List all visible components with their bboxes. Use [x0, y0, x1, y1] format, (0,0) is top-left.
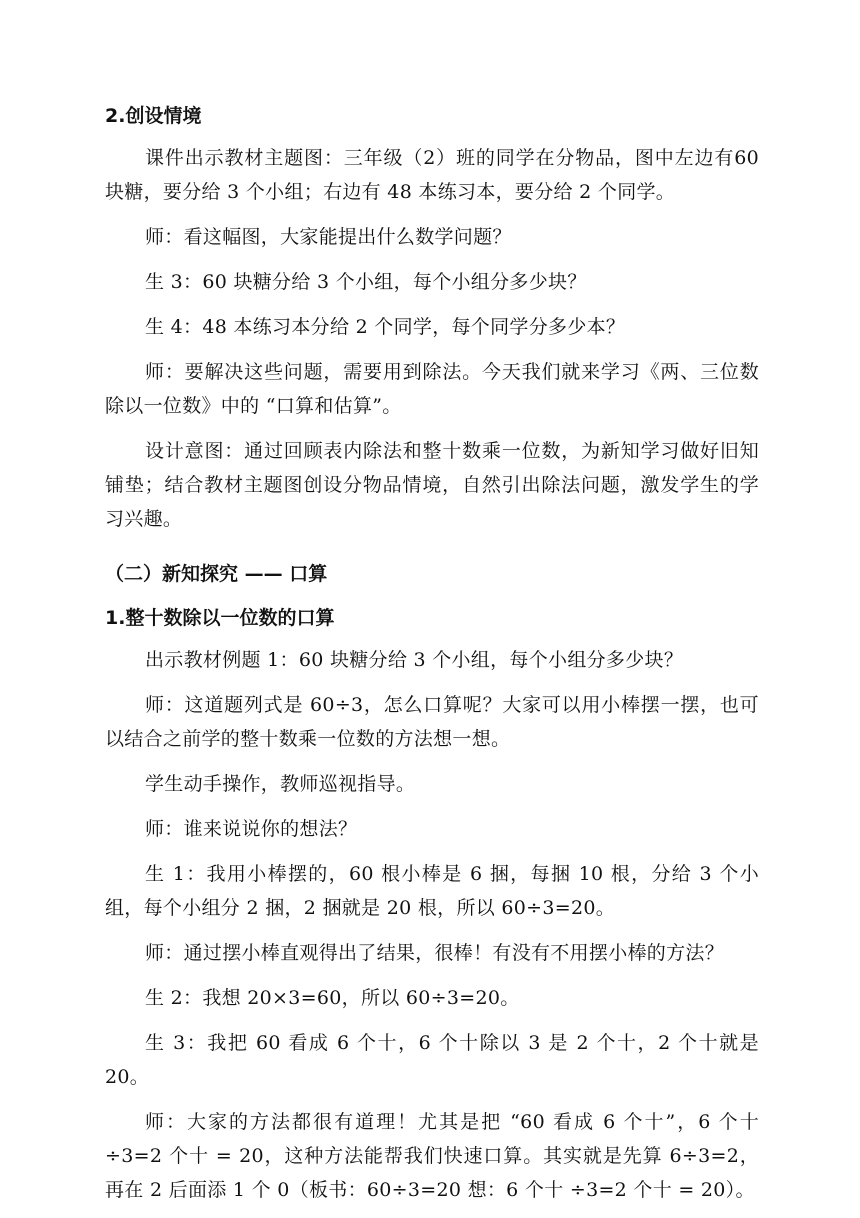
subsection-title-whole-tens: 1.整十数除以一位数的口算 [105, 607, 335, 629]
paragraph-teacher-question: 师：看这幅图，大家能提出什么数学问题？ [145, 226, 512, 248]
paragraph-student3-question: 生 3：60 块糖分给 3 个小组，每个小组分多少块？ [145, 271, 587, 293]
paragraph-teacher-intro: 师：要解决这些问题，需要用到除法。今天我们就来学习《两、三位数除以一位数》中的 “口算和估算”。 [105, 361, 759, 417]
document-page [105, 98, 759, 1218]
section-title-new-knowledge: （二）新知探究 —— 口算 [105, 563, 328, 585]
paragraph-teacher-ask: 师：谁来说说你的想法？ [145, 818, 358, 840]
paragraph-teacher-formula: 师：这道题列式是 60÷3，怎么口算呢？大家可以用小棒摆一摆，也可以结合之前学的整十数乘一位数的方法想一想。 [105, 694, 759, 750]
paragraph-design-intent: 设计意图：通过回顾表内除法和整十数乘一位数，为新知学习做好旧知铺垫；结合教材主题图创设分物品情境，自然引出除法问题，激发学生的学习兴趣。 [105, 440, 759, 530]
paragraph-teacher-summary: 师：大家的方法都很有道理！尤其是把 “60 看成 6 个十”，6 个十÷3=2 个十 = 20，这种方法能帮我们快速口算。其实就是先算 6÷3=2，再在 2 后面添 1 个 0（板书：60÷3=20 想：6 个十 ÷3=2 个十 = 20）。 [105, 1111, 759, 1201]
heading-create-situation: 2.创设情境 [105, 105, 202, 127]
paragraph-student2-answer: 生 2：我想 20×3=60，所以 60÷3=20。 [145, 987, 520, 1009]
paragraph-example-1: 出示教材例题 1：60 块糖分给 3 个小组，每个小组分多少块？ [145, 649, 684, 671]
paragraph-student3-answer: 生 3：我把 60 看成 6 个十，6 个十除以 3 是 2 个十，2 个十就是 20。 [105, 1032, 759, 1088]
paragraph-courseware: 课件出示教材主题图：三年级（2）班的同学在分物品，图中左边有60 块糖，要分给 3 个小组；右边有 48 本练习本，要分给 2 个同学。 [105, 147, 759, 203]
paragraph-teacher-praise: 师：通过摆小棒直观得出了结果，很棒！有没有不用摆小棒的方法？ [145, 942, 725, 964]
paragraph-student-operate: 学生动手操作，教师巡视指导。 [145, 773, 416, 795]
paragraph-student4-question: 生 4：48 本练习本分给 2 个同学，每个同学分多少本？ [145, 316, 626, 338]
paragraph-student1-answer: 生 1：我用小棒摆的，60 根小棒是 6 捆，每捆 10 根，分给 3 个小组，每个小组分 2 捆，2 捆就是 20 根，所以 60÷3=20。 [105, 863, 759, 919]
